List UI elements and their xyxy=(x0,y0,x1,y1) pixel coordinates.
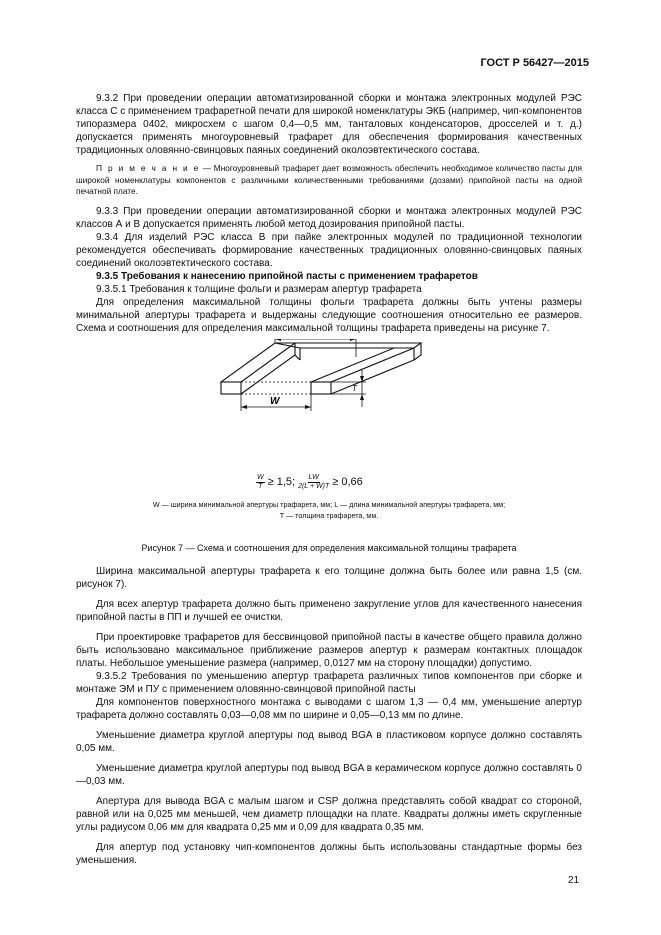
paragraph-lead-free: При проектировке трафаретов для бессвинцовой припойной пасты в качестве общего правила должно быть использовано максимальное приближение размеров апертур к размерам контактных площадок платы. Небольшое уменьшение размера (например, 0,0127 мм на сторону площадки) допустимо. xyxy=(76,631,582,669)
inner-edge-link xyxy=(295,355,300,360)
figure-caption: Рисунок 7 — Схема и соотношения для определения максимальной толщины трафарета xyxy=(141,542,517,553)
formula xyxy=(256,474,363,491)
paragraph-max-thickness: Для определения максимальной толщины фольги трафарета должны быть учтены размеры минимальной апертуры трафарета и выдержаны следующие соотношения относительно ее размеров. Схема и соотношения для определения максимальной толщины трафарета приведены на рисунке 7. xyxy=(76,296,582,334)
dim-l-arrow-left xyxy=(275,339,281,341)
page-number: 21 xyxy=(568,875,580,886)
legend-line-2: T — толщина трафарета, мм. xyxy=(279,510,379,520)
paragraph-9-3-3: 9.3.3 При проведении операции автоматизированной сборки и монтажа электронных модулей РЭС классов А и В допускается применять любой метод дозирования припойной пасты. xyxy=(76,205,582,230)
paragraph-width: Ширина максимальной апертуры трафарета к его толщине должна быть более или равна 1,5 (см. рисунок 7). xyxy=(76,565,582,590)
label-t: T xyxy=(352,383,357,393)
paragraph-smd: Для компонентов поверхностного монтажа с выводами с шагом 1,3 — 0,4 мм, уменьшение апертур трафарета должно составлять 0,03—0,08 мм по ширине и 0,05—0,13 мм по длине. xyxy=(76,696,582,721)
note xyxy=(76,163,582,198)
left-leg-front xyxy=(221,382,241,394)
note-text: — Многоуровневый трафарет дает возможность обеспечить необходимое количество пасты для широкой номенклатуры компонентов с различными количественными требованиями (дозами) припойной пасты на одной печатной плате. xyxy=(76,163,582,196)
paragraph-chip: Для апертур под установку чип-компонентов должны быть использованы стандартные формы без уменьшения. xyxy=(76,841,582,866)
dim-w-arrow-right xyxy=(305,405,311,409)
dim-t-arrow-bottom xyxy=(360,394,364,400)
paragraph-9-3-5-2: 9.3.5.2 Требования по уменьшению апертур трафарета различных типов компонентов при сборке и монтаже ЭМ и ПУ с применением оловянно-свинцовой припойной пасты xyxy=(76,670,582,695)
relation-2: ≥ 0,66 xyxy=(332,476,363,488)
dim-w-arrow-left xyxy=(241,405,247,409)
paragraph-bga-plastic: Уменьшение диаметра круглой апертуры под вывод BGA в пластиковом корпусе должно составлять 0,05 мм. xyxy=(76,729,582,754)
paragraph-9-3-4: 9.3.4 Для изделий РЭС класса В при пайке электронных модулей по традиционной технологии рекомендуется обеспечивать формирование качественных традиционных оловянно-свинцовых паяных соединений околоэвтектического состава. xyxy=(76,231,582,269)
right-leg-front xyxy=(311,382,331,394)
stencil-aperture-diagram xyxy=(206,339,456,471)
label-w: W xyxy=(270,395,280,407)
section-title-9-3-5: 9.3.5 Требования к нанесению припойной пасты с применением трафаретов xyxy=(96,270,478,282)
figure-7 xyxy=(76,339,582,542)
paragraph-bga-ceramic: Уменьшение диаметра круглой апертуры под вывод BGA в керамическом корпусе должно составлять 0—0,03 мм. xyxy=(76,762,582,787)
relation-1: ≥ 1,5; xyxy=(267,476,296,488)
standard-code: ГОСТ Р 56427—2015 xyxy=(480,57,589,69)
top-bar-top xyxy=(275,343,421,348)
legend-line-1: W — ширина минимальной апертуры трафарета, мм; L — длина минимальной апертуры трафарета, мм; xyxy=(152,499,506,509)
fraction-w-t: $\frac{W}{T}$ xyxy=(257,473,264,490)
note-lead: П р и м е ч а н и е xyxy=(96,163,200,173)
dim-l-arrow-right xyxy=(350,339,356,341)
paragraph-rounding: Для всех апертур трафарета должно быть применено закругление углов для качественного нанесения припойной пасты в ПП и лучшей ее очистки. xyxy=(76,598,582,623)
left-leg-side xyxy=(241,343,295,394)
fraction-area-ratio: $\frac{LW}{2(L + W)T}$ xyxy=(298,473,330,490)
document-body xyxy=(76,92,582,867)
paragraph-csp: Апертура для вывода BGA с малым шагом и CSP должна представлять собой квадрат со стороной, равной или на 0,025 мм меньшей, чем диаметр площадки на плате. Квадраты должны иметь скругленные углы радиусом 0,06 мм для квадрата 0,25 мм и 0,09 для квадрата 0,35 мм. xyxy=(76,795,582,833)
paragraph-9-3-2: 9.3.2 При проведении операции автоматизированной сборки и монтажа электронных модулей РЭС класса С с применением трафаретной печати для широкой номенклатуры ЭКБ (например, чип-компонентов типоразмера 0402, микросхем с шагом 0,4—0,5 мм, танталовых конденсаторов, дросселей и т. д.) допускается применять многоуровневый трафарет для обеспечения формирования качественных традиционных оловянно-свинцовых паяных соединений околоэвтектического состава. xyxy=(76,93,582,156)
paragraph-9-3-5-1: 9.3.5.1 Требования к толщине фольги и размерам апертур трафарета xyxy=(96,283,422,295)
